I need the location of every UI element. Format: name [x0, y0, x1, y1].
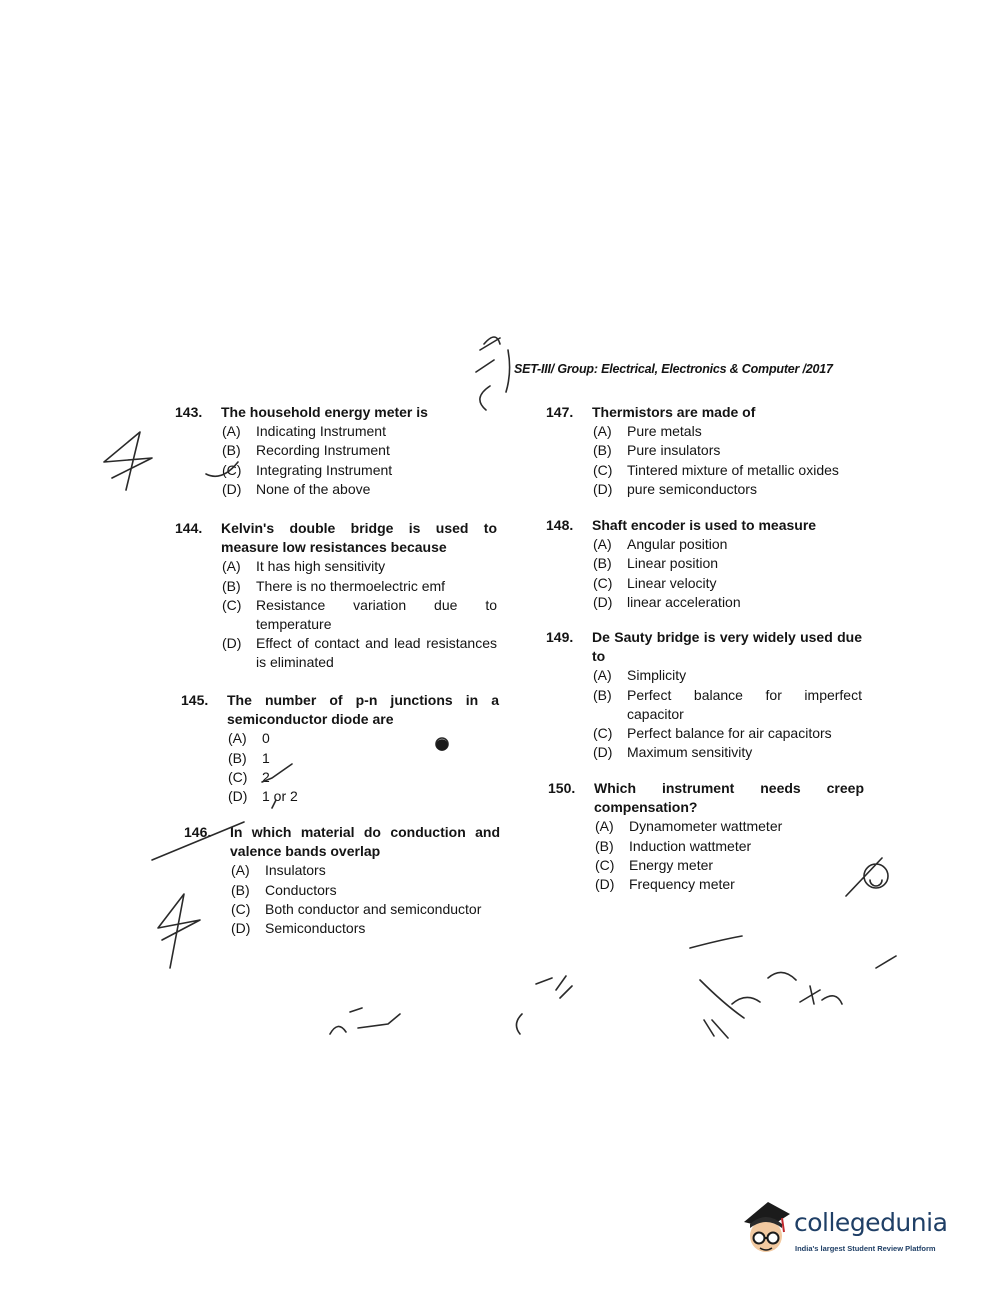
option: (A) Angular position	[593, 536, 728, 553]
option: (C) Integrating Instrument	[222, 461, 393, 478]
option: (C) Energy meter	[595, 856, 714, 873]
question-stem: 145. The number of p-n junctions in a semiconductor diode are	[181, 692, 499, 728]
option: (A) Insulators	[231, 862, 326, 879]
option: (B) There is no thermoelectric emf	[222, 577, 446, 594]
option: (A) Pure metals	[593, 423, 702, 440]
option: (D) 1 or 2	[228, 788, 298, 805]
question-number: 147.	[546, 404, 574, 420]
option: (B) Perfect balance for imperfect capacitor	[593, 686, 862, 722]
option: (A) Dynamometer wattmeter	[595, 818, 783, 835]
question-stem: 148. Shaft encoder is used to measure	[546, 516, 858, 535]
option: (B) Recording Instrument	[222, 442, 390, 459]
option: (B) Induction wattmeter	[595, 837, 752, 854]
option: (C) Resistance variation due to temperature	[222, 596, 497, 633]
question-number: 144.	[175, 520, 203, 536]
question-150	[548, 779, 864, 894]
option: (C) Linear velocity	[593, 574, 717, 591]
question-stem: 143. The household energy meter is	[175, 403, 495, 422]
question-147	[546, 403, 858, 499]
mascot-icon	[738, 1198, 794, 1260]
option: (D) None of the above	[222, 480, 371, 497]
option: (A) Indicating Instrument	[222, 423, 386, 440]
question-stem: 150. Which instrument needs creep compensation?	[548, 780, 864, 816]
question-number: 150.	[548, 780, 576, 796]
question-stem: 147. Thermistors are made of	[546, 403, 858, 422]
page-header: SET-III/ Group: Electrical, Electronics & Computer /2017	[514, 362, 833, 376]
option: (B) Pure insulators	[593, 442, 721, 459]
option: (D) Semiconductors	[231, 920, 366, 937]
question-143	[175, 403, 495, 499]
option: (C) Tintered mixture of metallic oxides	[593, 461, 839, 478]
option: (D) Maximum sensitivity	[593, 744, 753, 761]
question-144	[175, 519, 497, 673]
question-stem: 149. De Sauty bridge is very widely used due to	[546, 629, 862, 665]
question-number: 145.	[181, 692, 209, 708]
note-scribble-right	[690, 936, 896, 1038]
question-number: 143.	[175, 404, 203, 420]
star-mark-143	[104, 432, 152, 490]
question-146	[184, 823, 500, 938]
option: (D) Effect of contact and lead resistances is eliminated	[222, 635, 497, 671]
question-stem: 144. Kelvin's double bridge is used to measure low resistances because	[175, 520, 497, 556]
question-number: 146.	[184, 824, 212, 840]
option: (A) Simplicity	[593, 667, 687, 684]
option: (B) 1	[228, 749, 270, 766]
question-stem: 146. In which material do conduction and valence bands overlap	[184, 824, 500, 860]
option: (D) pure semiconductors	[593, 480, 757, 497]
option: (D) Frequency meter	[595, 876, 735, 893]
option: (C) Perfect balance for air capacitors	[593, 725, 832, 742]
question-number: 148.	[546, 517, 574, 533]
option: (A) 0	[228, 730, 270, 747]
question-149	[546, 628, 862, 762]
question-145	[181, 691, 499, 806]
note-scribble-mid	[516, 976, 572, 1034]
option: (A) It has high sensitivity	[222, 558, 386, 575]
option: (C) 2	[228, 768, 270, 785]
option: (C) Both conductor and semiconductor	[231, 900, 482, 917]
option: (B) Linear position	[593, 555, 719, 572]
collegedunia-logo	[738, 1198, 963, 1260]
question-number: 149.	[546, 629, 574, 645]
question-148	[546, 516, 858, 612]
brand-name: collegedunia	[794, 1208, 948, 1237]
margin-scribble-top	[476, 337, 510, 410]
brand-tagline: India's largest Student Review Platform	[795, 1244, 936, 1253]
option: (D) linear acceleration	[593, 593, 741, 610]
note-scribble-bottom	[330, 1008, 400, 1034]
option: (B) Conductors	[231, 881, 337, 898]
